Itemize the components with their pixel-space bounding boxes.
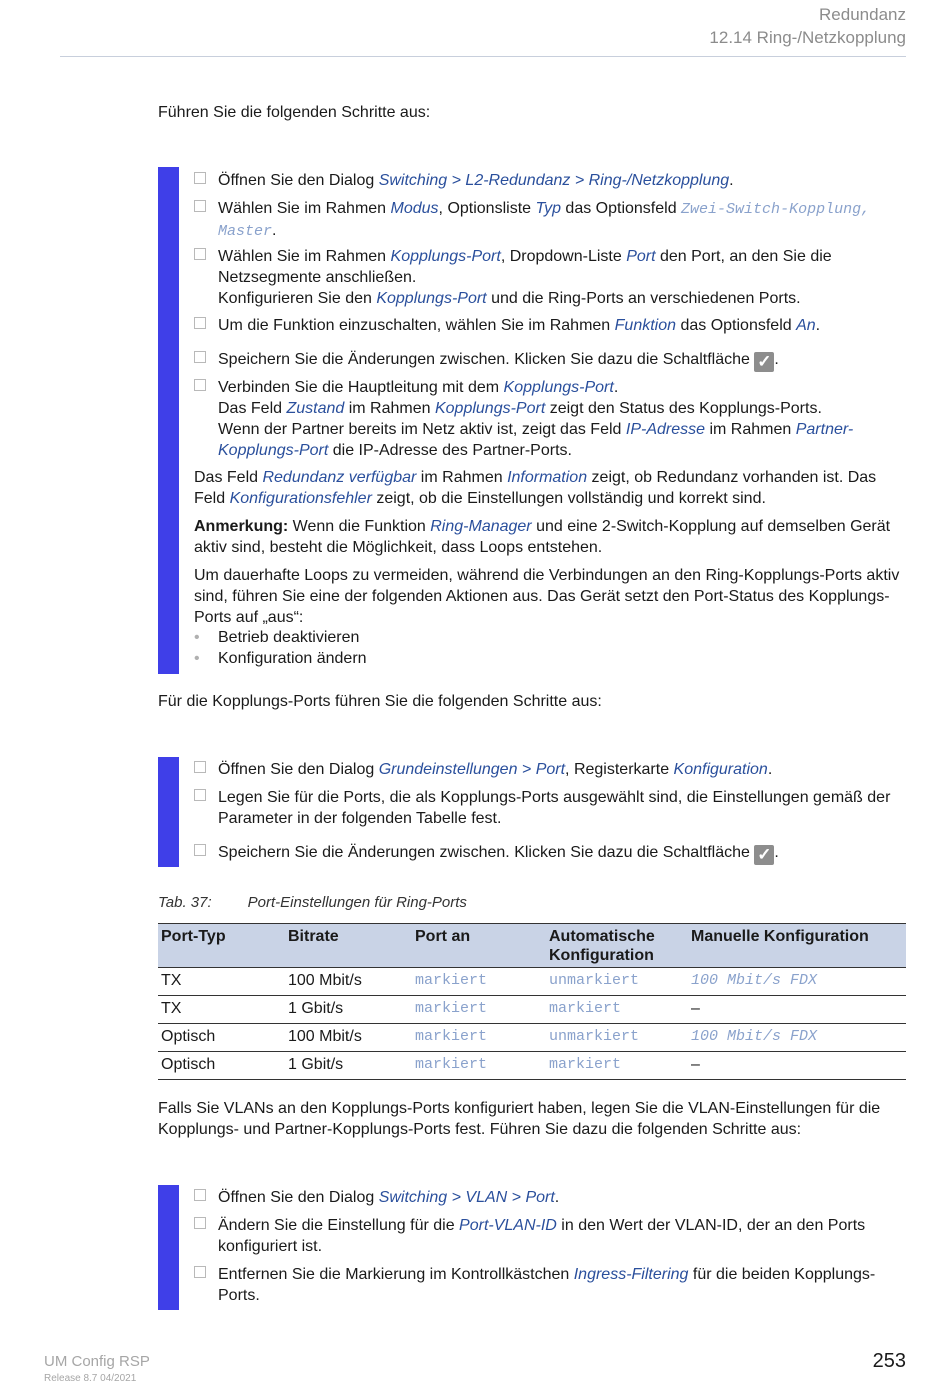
link-konfiguration[interactable]: Konfiguration: [673, 761, 768, 778]
table-cell: Optisch: [158, 1052, 285, 1080]
link-kopplungs-port-4[interactable]: Kopplungs-Port: [434, 400, 546, 417]
checkmark-save-icon[interactable]: ✓: [754, 352, 774, 372]
table-header-cell: Port an: [412, 924, 546, 968]
page-number: 253: [872, 1350, 906, 1372]
option-value: Zwei-Switch-Kopplung, Master: [218, 201, 871, 240]
link-kopplungs-port-3[interactable]: Kopplungs-Port: [503, 379, 614, 396]
checkbox-icon: [194, 1217, 206, 1229]
intro-paragraph-2: Für die Kopplungs-Ports führen Sie die folgenden Schritte aus:: [158, 693, 602, 710]
checkbox-icon: [194, 351, 206, 363]
checkbox-icon: [194, 248, 206, 260]
step-enable-function: Um die Funktion einzuschalten, wählen Sie im Rahmen Funktion das Optionsfeld An.: [194, 315, 906, 336]
bullet-icon: •: [194, 650, 200, 667]
table-row: [158, 1052, 906, 1080]
step-change-pvid: Ändern Sie die Einstellung für die Port-VLAN-ID in den Wert der VLAN-ID, der an den Ports konfiguriert ist.: [194, 1215, 906, 1257]
checkbox-icon: [194, 200, 206, 212]
link-zustand[interactable]: Zustand: [286, 400, 345, 417]
link-konfigurationsfehler[interactable]: Konfigurationsfehler: [229, 490, 372, 507]
checkbox-icon: [194, 761, 206, 773]
checkbox-icon: [194, 379, 206, 391]
instruction-bar-2: [158, 757, 179, 867]
header-section: 12.14 Ring-/Netzkopplung: [709, 28, 906, 47]
table-cell: 100 Mbit/s FDX: [688, 1024, 906, 1052]
table-header-cell: Bitrate: [285, 924, 412, 968]
table-cell: TX: [158, 996, 285, 1024]
table-cell: markiert: [412, 1052, 546, 1080]
link-typ[interactable]: Typ: [535, 200, 561, 217]
step-set-port-settings: Legen Sie für die Ports, die als Kopplungs-Ports ausgewählt sind, die Einstellungen gemäß der Parameter in der folgenden Tabelle fest.: [194, 787, 906, 829]
link-partner-kopplungs-port[interactable]: Partner-Kopplungs-Port: [218, 421, 854, 459]
note-label: Anmerkung:: [194, 518, 289, 535]
table-cell: 100 Mbit/s: [285, 1024, 412, 1052]
note-paragraph: Anmerkung: Wenn die Funktion Ring-Manager und eine 2-Switch-Kopplung auf demselben Gerät aktiv sind, besteht die Möglichkeit, dass Loops entstehen.: [194, 518, 891, 556]
table-caption: Tab. 37: Port-Einstellungen für Ring-Ports: [158, 894, 467, 911]
step-save-changes-2: Speichern Sie die Änderungen zwischen. Klicken Sie dazu die Schaltfläche ✓ .: [194, 842, 906, 865]
link-ring-dialog[interactable]: Switching > L2-Redundanz > Ring-/Netzkopplung: [378, 172, 730, 189]
header-rule: [60, 56, 906, 57]
link-ingress-filtering[interactable]: Ingress-Filtering: [573, 1266, 689, 1283]
list-item: • Konfiguration ändern: [194, 650, 367, 667]
table-header-cell: Automatische Konfiguration: [546, 924, 688, 968]
checkmark-save-icon[interactable]: ✓: [754, 845, 774, 865]
table-cell: unmarkiert: [546, 1024, 688, 1052]
table-cell: Optisch: [158, 1024, 285, 1052]
checkbox-icon: [194, 1266, 206, 1278]
link-port[interactable]: Port: [626, 248, 656, 265]
loops-paragraph: Um dauerhafte Loops zu vermeiden, während die Verbindungen an den Ring-Kopplungs-Ports aktiv sind, führen Sie eine der folgenden Aktionen aus. Das Gerät setzt den Port-Status des Kopplungs-Ports auf „aus“:: [194, 567, 900, 626]
link-ring-manager[interactable]: Ring-Manager: [430, 518, 532, 535]
table-cell: –: [688, 1052, 906, 1080]
table-cell: 1 Gbit/s: [285, 996, 412, 1024]
table-cell: unmarkiert: [546, 968, 688, 996]
checkbox-icon: [194, 317, 206, 329]
table-header-cell: Port-Typ: [158, 924, 285, 968]
footer-doc-title: UM Config RSP: [44, 1353, 150, 1370]
table-cell: markiert: [546, 1052, 688, 1080]
link-redundanz-verfuegbar[interactable]: Redundanz verfügbar: [262, 469, 417, 486]
link-grundeinstellungen-port[interactable]: Grundeinstellungen > Port: [378, 761, 566, 778]
table-cell: 100 Mbit/s FDX: [688, 968, 906, 996]
table-row: [158, 1024, 906, 1052]
checkbox-icon: [194, 1189, 206, 1201]
step-select-port: Wählen Sie im Rahmen Kopplungs-Port, Dropdown-Liste Port den Port, an den Sie die Netzsegmente anschließen. Konfigurieren Sie den Kopplungs-Port und die Ring-Ports an verschiedenen Ports.: [194, 246, 906, 309]
link-kopplungs-port-2[interactable]: Kopplungs-Port: [376, 290, 487, 307]
link-an[interactable]: An: [796, 317, 816, 334]
step-connect-mainline: Verbinden Sie die Hauptleitung mit dem Kopplungs-Port. Das Feld Zustand im Rahmen Kopplungs-Port zeigt den Status des Kopplungs-Ports. Wenn der Partner bereits im Netz aktiv ist, zeigt das Feld IP-Adresse im Rahmen Partner-Kopplungs-Port die IP-Adresse des Partner-Ports.: [194, 377, 906, 461]
link-vlan-port[interactable]: Switching > VLAN > Port: [378, 1189, 555, 1206]
link-kopplungs-port[interactable]: Kopplungs-Port: [390, 248, 501, 265]
instruction-bar-3: [158, 1185, 179, 1310]
port-settings-table: [158, 923, 906, 1080]
link-information[interactable]: Information: [507, 469, 588, 486]
bullet-icon: •: [194, 629, 200, 646]
step-save-changes: Speichern Sie die Änderungen zwischen. Klicken Sie dazu die Schaltfläche ✓ .: [194, 349, 906, 372]
table-cell: –: [688, 996, 906, 1024]
step-open-vlan-dialog: Öffnen Sie den Dialog Switching > VLAN > Port.: [194, 1187, 906, 1208]
instruction-bar-1: [158, 167, 179, 674]
table-row: [158, 996, 906, 1024]
link-modus[interactable]: Modus: [390, 200, 439, 217]
table-cell: markiert: [412, 1024, 546, 1052]
header-chapter: Redundanz: [819, 5, 906, 24]
footer-release: Release 8.7 04/2021: [44, 1373, 137, 1384]
intro-paragraph-1: Führen Sie die folgenden Schritte aus:: [158, 104, 431, 121]
table-cell: markiert: [546, 996, 688, 1024]
table-cell: 100 Mbit/s: [285, 968, 412, 996]
table-cell: markiert: [412, 968, 546, 996]
checkbox-icon: [194, 789, 206, 801]
step-select-mode: Wählen Sie im Rahmen Modus, Optionsliste Typ das Optionsfeld Zwei-Switch-Kopplung, Master.: [194, 198, 906, 242]
link-funktion[interactable]: Funktion: [614, 317, 677, 334]
table-cell: TX: [158, 968, 285, 996]
table-row: [158, 968, 906, 996]
checkbox-icon: [194, 172, 206, 184]
table-header-cell: Manuelle Konfiguration: [688, 924, 906, 968]
step-open-port-dialog: Öffnen Sie den Dialog Grundeinstellungen > Port, Registerkarte Konfiguration.: [194, 759, 906, 780]
table-cell: markiert: [412, 996, 546, 1024]
intro-paragraph-3: Falls Sie VLANs an den Kopplungs-Ports konfiguriert haben, legen Sie die VLAN-Einstellungen für die Kopplungs- und Partner-Kopplungs-Ports fest. Führen Sie dazu die folgenden Schritte aus:: [158, 1100, 881, 1138]
table-header-row: [158, 924, 906, 968]
step-open-ring-dialog: Öffnen Sie den Dialog Switching > L2-Redundanz > Ring-/Netzkopplung.: [194, 170, 906, 191]
table-cell: 1 Gbit/s: [285, 1052, 412, 1080]
list-item: • Betrieb deaktivieren: [194, 629, 360, 646]
link-ip-adresse[interactable]: IP-Adresse: [625, 421, 706, 438]
link-port-vlan-id[interactable]: Port-VLAN-ID: [459, 1217, 557, 1234]
step-remove-ingress: Entfernen Sie die Markierung im Kontrollkästchen Ingress-Filtering für die beiden Kopplungs-Ports.: [194, 1264, 906, 1306]
info-paragraph: Das Feld Redundanz verfügbar im Rahmen Information zeigt, ob Redundanz vorhanden ist. Das Feld Konfigurationsfehler zeigt, ob die Einstellungen vollständig und korrekt sind.: [194, 469, 877, 507]
checkbox-icon: [194, 844, 206, 856]
